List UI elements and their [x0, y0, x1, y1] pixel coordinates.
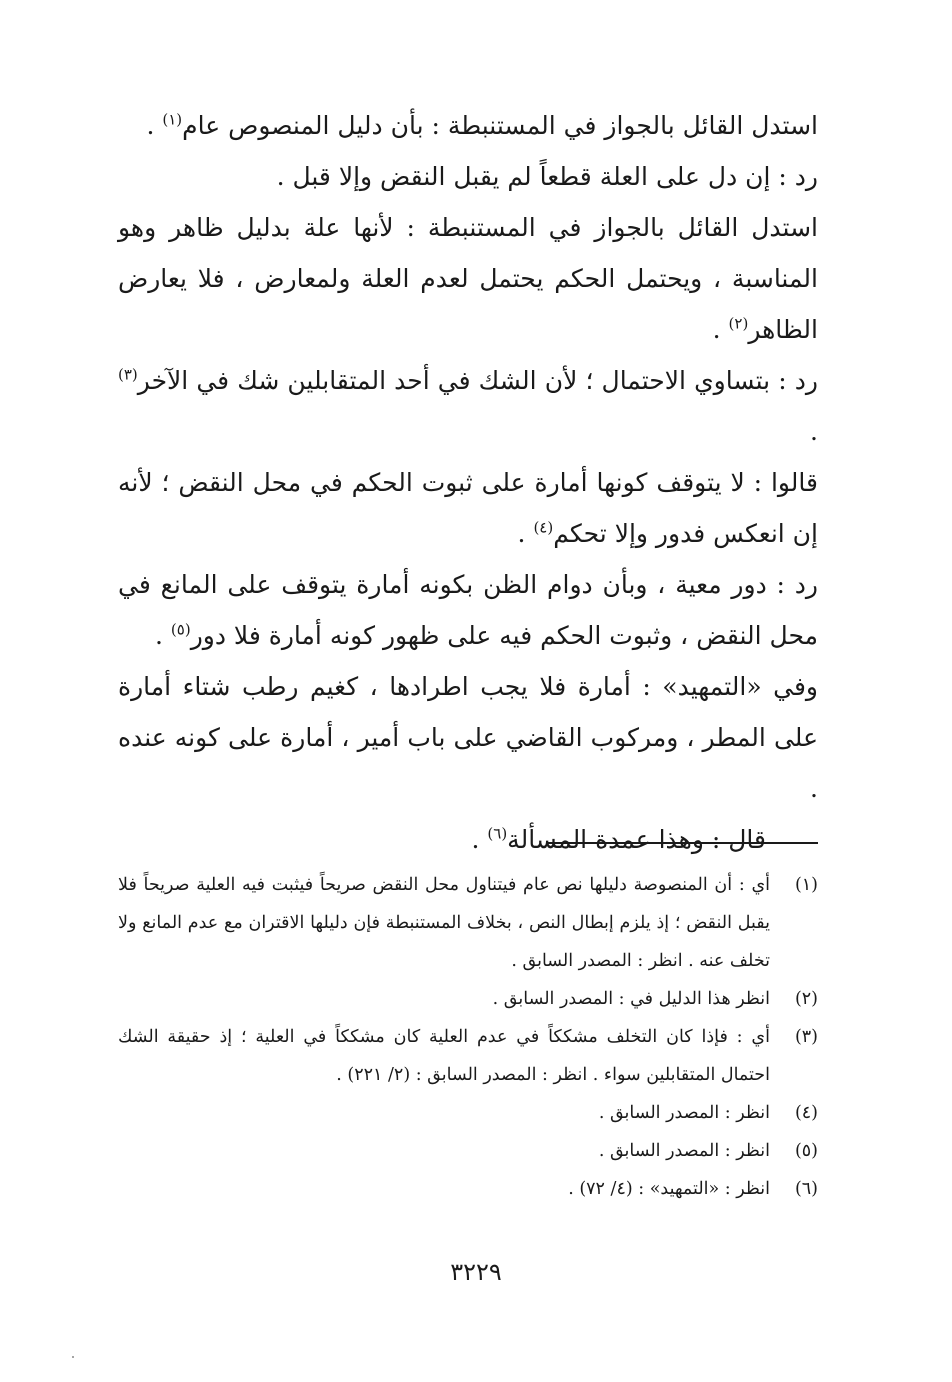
footnote	[118, 1170, 818, 1208]
paragraph-end: .	[712, 315, 729, 344]
footnote-text: انظر هذا الدليل في : المصدر السابق .	[492, 989, 770, 1009]
paragraph	[118, 100, 818, 151]
paragraph-text: رد : بتساوي الاحتمال ؛ لأن الشك في أحد المتقابلين شك في الآخر	[137, 366, 818, 395]
paragraph	[118, 661, 818, 814]
footnote-text: أي : فإذا كان التخلف مشككاً في عدم العلية كان مشككاً في العلية ؛ إذ حقيقة الشك احتمال المتقابلين سواء . انظر : المصدر السابق : (٢/ ٢٢١) .	[118, 1027, 770, 1085]
main-text-body	[118, 100, 818, 865]
footnote-text: أي : أن المنصوصة دليلها نص عام فيتناول محل النقض صريحاً فيثبت فيه العلية صريحاً فلا يقبل النقض ؛ إذ يلزم إبطال النص ، بخلاف المستنبطة فإن دليلها الاقتران مع عدم المانع ولا تخلف عنه . انظر : المصدر السابق .	[118, 875, 771, 971]
paragraph-text: رد : إن دل على العلة قطعاً لم يقبل النقض وإلا قبل .	[276, 162, 818, 191]
paragraph	[118, 151, 818, 202]
paragraph-text: رد : دور معية ، وبأن دوام الظن بكونه أمارة يتوقف على المانع في محل النقض ، وثبوت الحكم فيه على ظهور كونه أمارة فلا دور	[118, 570, 818, 650]
paragraph-text: استدل القائل بالجواز في المستنبطة : بأن دليل المنصوص عام	[182, 111, 818, 140]
paragraph-text: قالوا : لا يتوقف كونها أمارة على ثبوت الحكم في محل النقض ؛ لأنه إن انعكس فدور وإلا تحكم	[118, 468, 818, 548]
footnote-reference: (٦)	[487, 824, 508, 843]
paragraph-text: قال : وهذا عمدة المسألة	[507, 825, 766, 854]
footnote-divider	[548, 842, 818, 844]
footnote-number: (٥)	[794, 1141, 818, 1161]
scan-speck	[72, 1356, 74, 1358]
paragraph	[118, 202, 818, 355]
footnote-number: (٣)	[794, 1027, 818, 1047]
footnote	[118, 1132, 818, 1170]
footnote	[118, 1094, 818, 1132]
footnote-reference: (١)	[162, 110, 183, 129]
paragraph	[118, 814, 818, 865]
footnote	[118, 980, 818, 1018]
footnote-reference: (٣)	[118, 365, 138, 384]
footnote-text: انظر : المصدر السابق .	[598, 1141, 770, 1161]
footnote-reference: (٥)	[170, 620, 191, 639]
footnote-number: (٦)	[794, 1179, 818, 1199]
paragraph-end: .	[517, 519, 534, 548]
paragraph-end: .	[155, 621, 171, 650]
paragraph-end: .	[146, 111, 163, 140]
footnote-reference: (٤)	[533, 518, 554, 537]
paragraph-end: .	[810, 417, 818, 446]
footnotes-section	[118, 866, 818, 1208]
paragraph-text: وفي «التمهيد» : أمارة فلا يجب اطرادها ، كغيم رطب شتاء أمارة على المطر ، ومركوب القاضي على باب أمير ، أمارة على كونه عنده .	[118, 672, 818, 803]
paragraph	[118, 559, 818, 661]
footnote	[118, 866, 818, 980]
footnote-number: (١)	[794, 875, 818, 895]
footnote	[118, 1018, 818, 1094]
paragraph-end: .	[471, 825, 488, 854]
footnote-reference: (٢)	[728, 314, 749, 333]
footnote-text: انظر : «التمهيد» : (٤/ ٧٢) .	[568, 1179, 770, 1199]
footnote-number: (٢)	[794, 989, 818, 1009]
footnote-text: انظر : المصدر السابق .	[598, 1103, 770, 1123]
paragraph	[118, 457, 818, 559]
paragraph	[118, 355, 818, 457]
page-number: ٣٢٢٩	[450, 1258, 502, 1286]
footnote-number: (٤)	[794, 1103, 818, 1123]
paragraph-text: استدل القائل بالجواز في المستنبطة : لأنها علة بدليل ظاهر وهو المناسبة ، ويحتمل الحكم يحتمل لعدم العلة ولمعارض ، فلا يعارض الظاهر	[118, 213, 818, 344]
